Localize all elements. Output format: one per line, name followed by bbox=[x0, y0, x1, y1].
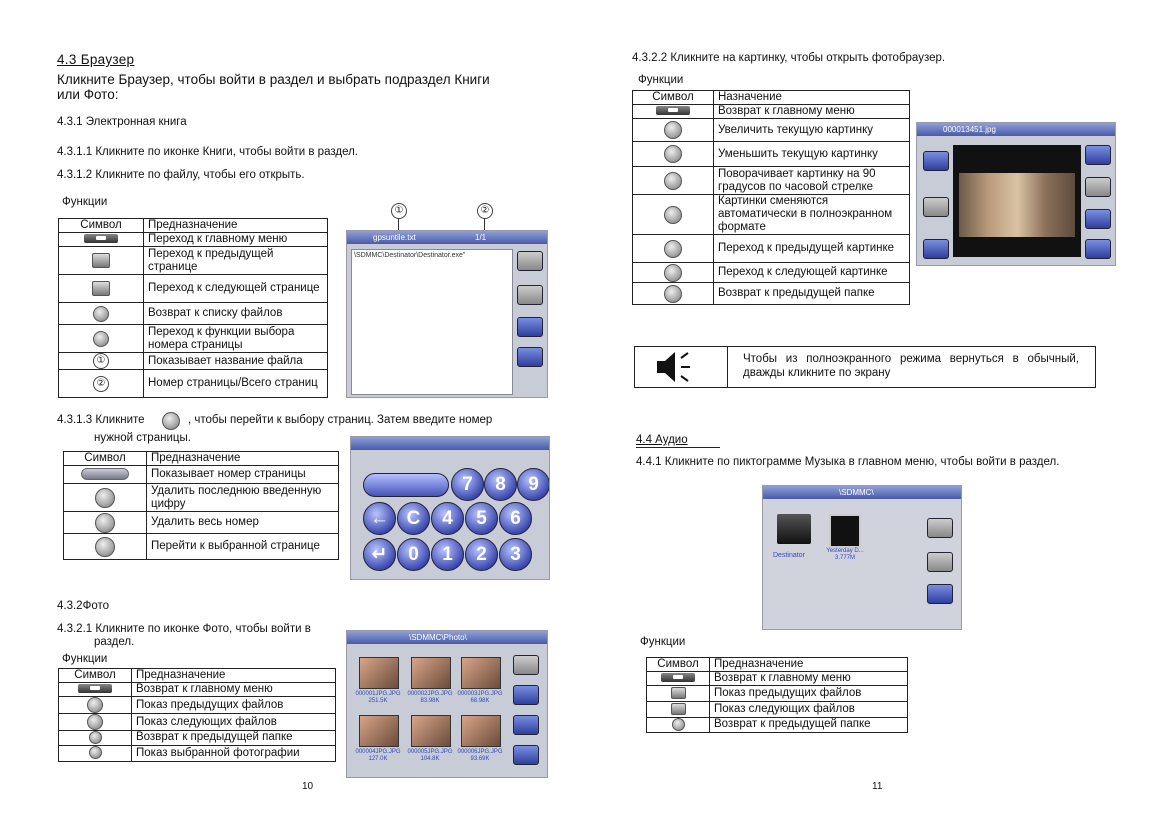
circle-2-icon: ② bbox=[93, 376, 109, 392]
note-icon-cell bbox=[635, 347, 728, 387]
next-pic-icon bbox=[664, 264, 682, 282]
functions-label-audio: Функции bbox=[640, 636, 686, 648]
table-row: Возврат к списку файлов bbox=[59, 303, 328, 325]
speaker-file-icon[interactable] bbox=[829, 514, 861, 548]
circle-1-icon: ① bbox=[93, 353, 109, 369]
key-9[interactable]: 9 bbox=[517, 468, 550, 501]
title-bar bbox=[351, 437, 549, 450]
functions-label-photo: Функции bbox=[62, 653, 108, 665]
table-row: Переход к главному меню bbox=[59, 233, 328, 247]
callout-1: ① bbox=[391, 203, 407, 219]
photo-functions-table bbox=[58, 668, 336, 762]
table-row: Возврат к предыдущей папке bbox=[647, 718, 908, 733]
audio-functions-table bbox=[646, 657, 908, 733]
viewer-functions-table bbox=[632, 90, 910, 305]
table-row: ① Показывает название файла bbox=[59, 353, 328, 370]
section-heading-browser: 4.3 Браузер bbox=[57, 52, 135, 67]
slideshow-button[interactable] bbox=[923, 197, 949, 217]
table-row: Переход к следующей картинке bbox=[633, 263, 910, 283]
table-header: Символ Предназначение bbox=[59, 219, 328, 233]
key-5[interactable]: 5 bbox=[465, 502, 498, 535]
enter-icon bbox=[95, 537, 115, 557]
return-icon bbox=[78, 684, 112, 693]
table-row: Увеличить текущую картинку bbox=[633, 119, 910, 142]
goto-page-button[interactable] bbox=[517, 347, 543, 367]
photo-thumbnail[interactable] bbox=[359, 657, 399, 689]
section-4-3-2: 4.3.2Фото bbox=[57, 600, 109, 612]
key-6[interactable]: 6 bbox=[499, 502, 532, 535]
return-icon bbox=[84, 234, 118, 243]
table-row: Перейти к выбранной странице bbox=[64, 534, 339, 560]
file-label: Yesterday D... 3.777M bbox=[826, 548, 864, 561]
table-row: Картинки сменяются автоматически в полноэкранном формате bbox=[633, 195, 910, 235]
table-row: Возврат к главному меню bbox=[633, 105, 910, 119]
folder-icon[interactable] bbox=[777, 514, 811, 544]
text-content: \SDMMC\Destinator\Destinator.exe" bbox=[354, 252, 466, 259]
prev-files-button[interactable] bbox=[927, 518, 953, 538]
zoom-out-button[interactable] bbox=[1085, 177, 1111, 197]
prev-files-icon bbox=[87, 697, 103, 713]
prev-pic-button[interactable] bbox=[923, 151, 949, 171]
table-row: Возврат к предыдущей папке bbox=[59, 731, 336, 746]
prev-pic-icon bbox=[664, 240, 682, 258]
table-row: ② Номер страницы/Всего страниц bbox=[59, 370, 328, 398]
photo-frame[interactable] bbox=[953, 145, 1081, 257]
table-row: Показывает номер страницы bbox=[64, 466, 339, 484]
key-1[interactable]: 1 bbox=[431, 538, 464, 571]
page-number-left: 10 bbox=[302, 781, 314, 792]
rotate-button[interactable] bbox=[1085, 209, 1111, 229]
table-header: Символ Предназначение bbox=[59, 669, 336, 683]
show-photo-button[interactable] bbox=[513, 745, 539, 765]
table-row: Возврат к главному меню bbox=[647, 672, 908, 686]
photo-thumbnail[interactable] bbox=[461, 657, 501, 689]
photo-thumbnail[interactable] bbox=[359, 715, 399, 747]
table-row: Возврат к главному меню bbox=[59, 683, 336, 697]
zoom-in-button[interactable] bbox=[1085, 145, 1111, 165]
next-pic-button[interactable] bbox=[1085, 239, 1111, 259]
photo-image bbox=[959, 173, 1075, 237]
return-icon bbox=[656, 106, 690, 115]
table-row: Поворачивает картинку на 90 градусов по часовой стрелке bbox=[633, 167, 910, 195]
title-bar bbox=[347, 631, 547, 644]
table-row: Уменьшить текущую картинку bbox=[633, 142, 910, 167]
zoom-out-icon bbox=[664, 145, 682, 163]
page-down-button[interactable] bbox=[517, 285, 543, 305]
section-4-3-1: 4.3.1 Электронная книга bbox=[57, 116, 187, 128]
thumb-caption: 000005JPG.JPG 104.8K bbox=[407, 749, 453, 762]
title-bar bbox=[347, 231, 547, 244]
table-row: Переход к функции выбора номера страницы bbox=[59, 325, 328, 353]
section-4-4: 4.4 Аудио bbox=[636, 434, 688, 446]
callout-2: ② bbox=[477, 203, 493, 219]
section-4-3-2-1: 4.3.2.1 Кликните по иконке Фото, чтобы войти в bbox=[57, 623, 311, 635]
section-4-3-1-3-start: 4.3.1.3 Кликните bbox=[57, 414, 145, 426]
table-row: Переход к предыдущей картинке bbox=[633, 235, 910, 263]
functions-label-viewer: Функции bbox=[638, 74, 684, 86]
table-header: Символ Предназначение bbox=[64, 452, 339, 466]
key-3[interactable]: 3 bbox=[499, 538, 532, 571]
key-8[interactable]: 8 bbox=[484, 468, 517, 501]
key-2[interactable]: 2 bbox=[465, 538, 498, 571]
note-text: Чтобы из полноэкранного режима вернуться в обычный, дважды кликните по экрану bbox=[743, 353, 1079, 379]
key-enter[interactable]: ↵ bbox=[363, 538, 396, 571]
thumb-caption: 000002JPG.JPG 83.98K bbox=[407, 691, 453, 704]
keypad-screenshot bbox=[350, 436, 550, 580]
folder-path: \SDMMC\Photo\ bbox=[409, 633, 467, 642]
section-4-3-1-1: 4.3.1.1 Кликните по иконке Книги, чтобы войти в раздел. bbox=[57, 146, 358, 158]
table-row: Показ следующих файлов bbox=[647, 702, 908, 718]
key-7[interactable]: 7 bbox=[451, 468, 484, 501]
page-number-field[interactable] bbox=[363, 473, 449, 497]
ebook-functions-table bbox=[58, 218, 328, 398]
section-4-3-1-2: 4.3.1.2 Кликните по файлу, чтобы его открыть. bbox=[57, 169, 305, 181]
photo-browser-screenshot bbox=[346, 630, 548, 778]
section-4-3-2-1-line2: раздел. bbox=[94, 636, 135, 648]
music-browser-screenshot bbox=[762, 485, 962, 630]
prev-files-icon bbox=[671, 687, 686, 699]
keypad-functions-table bbox=[63, 451, 339, 560]
goto-page-icon bbox=[162, 412, 180, 430]
return-icon bbox=[661, 673, 695, 682]
show-photo-icon bbox=[89, 746, 102, 759]
title-bar bbox=[917, 123, 1115, 136]
table-row: Показ следующих файлов bbox=[59, 714, 336, 731]
note-box bbox=[634, 346, 1096, 388]
speaker-icon bbox=[655, 349, 705, 385]
section-4-3-1-3-line2: нужной страницы. bbox=[94, 432, 191, 444]
next-files-button[interactable] bbox=[927, 552, 953, 572]
table-row: Удалить последнюю введенную цифру bbox=[64, 484, 339, 512]
intro-line-2: или Фото: bbox=[57, 87, 119, 102]
next-files-button[interactable] bbox=[513, 685, 539, 705]
table-row: Показ выбранной фотографии bbox=[59, 745, 336, 761]
section-4-4-1: 4.4.1 Кликните по пиктограмме Музыка в главном меню, чтобы войти в раздел. bbox=[636, 456, 1060, 468]
back-folder-icon bbox=[664, 285, 682, 303]
intro-line-1: Кликните Браузер, чтобы войти в раздел и выбрать подраздел Книги bbox=[57, 72, 490, 87]
backspace-icon bbox=[95, 488, 115, 508]
file-name: 000013451.jpg bbox=[943, 125, 996, 134]
table-row: Переход к предыдущей странице bbox=[59, 247, 328, 275]
key-backspace[interactable]: ← bbox=[363, 502, 396, 535]
back-files-button[interactable] bbox=[517, 317, 543, 337]
page-up-icon bbox=[92, 253, 110, 268]
back-folder-button[interactable] bbox=[927, 584, 953, 604]
folder-path: \SDMMC\ bbox=[839, 488, 874, 497]
back-folder-icon bbox=[672, 718, 685, 731]
functions-label: Функции bbox=[62, 196, 108, 208]
section-4-3-1-3-end: , чтобы перейти к выбору страниц. Затем введите номер bbox=[188, 414, 493, 426]
photo-thumbnail[interactable] bbox=[411, 715, 451, 747]
next-files-icon bbox=[671, 703, 686, 715]
key-0[interactable]: 0 bbox=[397, 538, 430, 571]
rotate-icon bbox=[664, 172, 682, 190]
ebook-screenshot bbox=[346, 230, 548, 398]
key-clear[interactable]: C bbox=[397, 502, 430, 535]
page-count: 1/1 bbox=[475, 233, 487, 242]
page-down-icon bbox=[92, 281, 110, 296]
thumb-caption: 000006JPG.JPG 93.69K bbox=[457, 749, 503, 762]
goto-page-icon bbox=[93, 331, 109, 347]
clear-icon bbox=[95, 513, 115, 533]
text-area bbox=[351, 249, 513, 395]
back-folder-button[interactable] bbox=[923, 239, 949, 259]
zoom-in-icon bbox=[664, 121, 682, 139]
slideshow-icon bbox=[664, 206, 682, 224]
section-4-3-2-2: 4.3.2.2 Кликните на картинку, чтобы открыть фотобраузер. bbox=[632, 52, 946, 64]
table-row: Возврат к предыдущей папке bbox=[633, 283, 910, 305]
page-number-right: 11 bbox=[872, 781, 883, 792]
table-row: Показ предыдущих файлов bbox=[59, 697, 336, 714]
back-folder-icon bbox=[93, 306, 109, 322]
table-row: Показ предыдущих файлов bbox=[647, 686, 908, 702]
heading-rule bbox=[636, 447, 720, 448]
thumb-caption: 000001JPG.JPG 251.5K bbox=[355, 691, 401, 704]
table-row: Переход к следующей странице bbox=[59, 275, 328, 303]
thumb-caption: 000003JPG.JPG 68.98K bbox=[457, 691, 503, 704]
title-bar bbox=[763, 486, 961, 499]
table-header: Символ Назначение bbox=[633, 91, 910, 105]
file-name: gpsuntile.txt bbox=[373, 233, 416, 242]
back-folder-icon bbox=[89, 731, 102, 744]
prev-files-button[interactable] bbox=[513, 655, 539, 675]
page-up-button[interactable] bbox=[517, 251, 543, 271]
table-row: Удалить весь номер bbox=[64, 512, 339, 534]
photo-thumbnail[interactable] bbox=[411, 657, 451, 689]
key-4[interactable]: 4 bbox=[431, 502, 464, 535]
folder-label: Destinator bbox=[773, 552, 805, 559]
thumb-caption: 000004JPG.JPG 127.0K bbox=[355, 749, 401, 762]
photo-thumbnail[interactable] bbox=[461, 715, 501, 747]
back-folder-button[interactable] bbox=[513, 715, 539, 735]
photo-viewer-screenshot bbox=[916, 122, 1116, 266]
next-files-icon bbox=[87, 714, 103, 730]
table-header: Символ Предназначение bbox=[647, 658, 908, 672]
field-icon bbox=[81, 468, 129, 480]
